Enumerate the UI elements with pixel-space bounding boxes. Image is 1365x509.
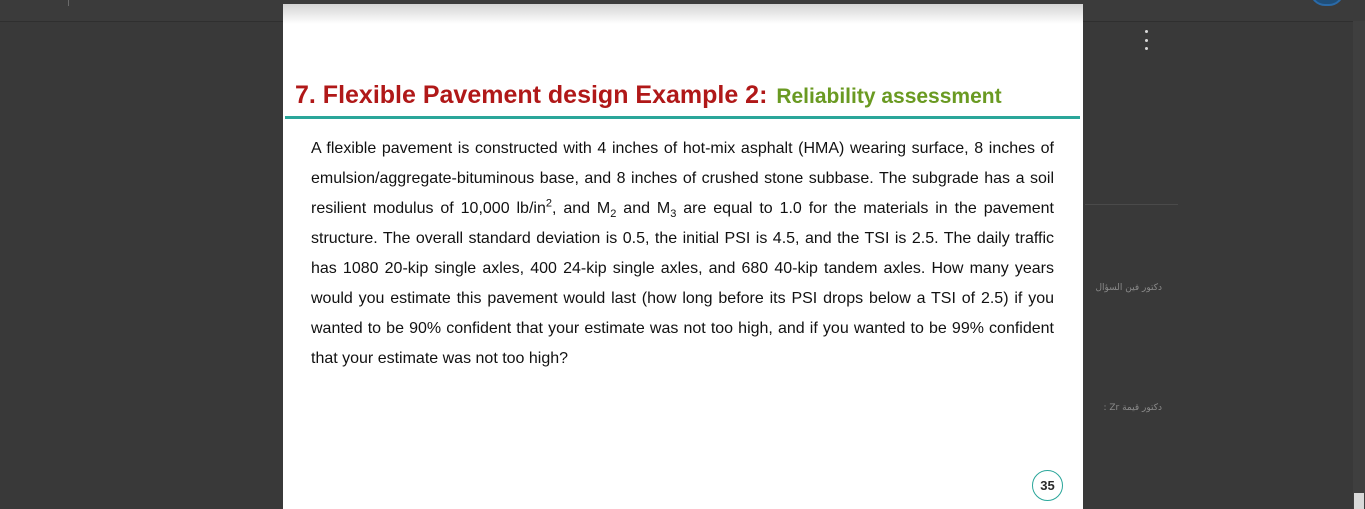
slide-title-sub: Reliability assessment (776, 85, 1002, 108)
problem-statement (311, 134, 1054, 374)
kebab-dot (1145, 39, 1148, 42)
title-underline (285, 116, 1080, 119)
subscript: 2 (610, 208, 617, 221)
problem-text-part: are equal to 1.0 for the materials in the pavement structure. The overall standard deviation is 0.5, the initial PSI is 4.5, and the TSI is 2.5. The daily traffic has 1080 20-kip single axles, 400 24-kip single axles, and 680 40-kip tandem axles. How many years would you estimate this pavement would last (how long before its PSI drops below a TSI of 2.5) if you wanted to be 90% confident that your estimate was not too high, and if you wanted to be 99% confident that your estimate was not too high? (311, 200, 1055, 367)
slide-title-main: 7. Flexible Pavement design Example 2: (295, 81, 768, 109)
superscript: 2 (545, 197, 552, 210)
comment-text[interactable]: دكتور فين السؤال (1095, 283, 1162, 293)
problem-text-part: , and M (551, 200, 611, 217)
kebab-dot (1145, 47, 1148, 50)
slide-page (283, 4, 1083, 509)
problem-text-part: and M (616, 200, 671, 217)
more-options-icon[interactable] (1138, 30, 1154, 50)
page-number-badge: 35 (1032, 470, 1063, 501)
comments-divider (1085, 204, 1178, 205)
kebab-dot (1145, 30, 1148, 33)
subscript: 3 (670, 208, 677, 221)
slide-title (295, 74, 1002, 111)
scrollbar-track[interactable] (1353, 21, 1365, 509)
comment-text[interactable]: دكتور قيمة Zr : (1103, 403, 1162, 413)
problem-text-part: A flexible pavement is constructed with 4 inches of hot-mix asphalt (HMA) wearing surface, 8 inches of emulsion/aggregate-bituminous base, and 8 inches of crushed stone subbase. The subgrade has a soil resilient modulus of 10,000 lb/in (311, 140, 1054, 217)
top-bar-divider (68, 0, 69, 6)
scrollbar-thumb[interactable] (1354, 493, 1364, 509)
slide-top-shadow (283, 4, 1083, 24)
